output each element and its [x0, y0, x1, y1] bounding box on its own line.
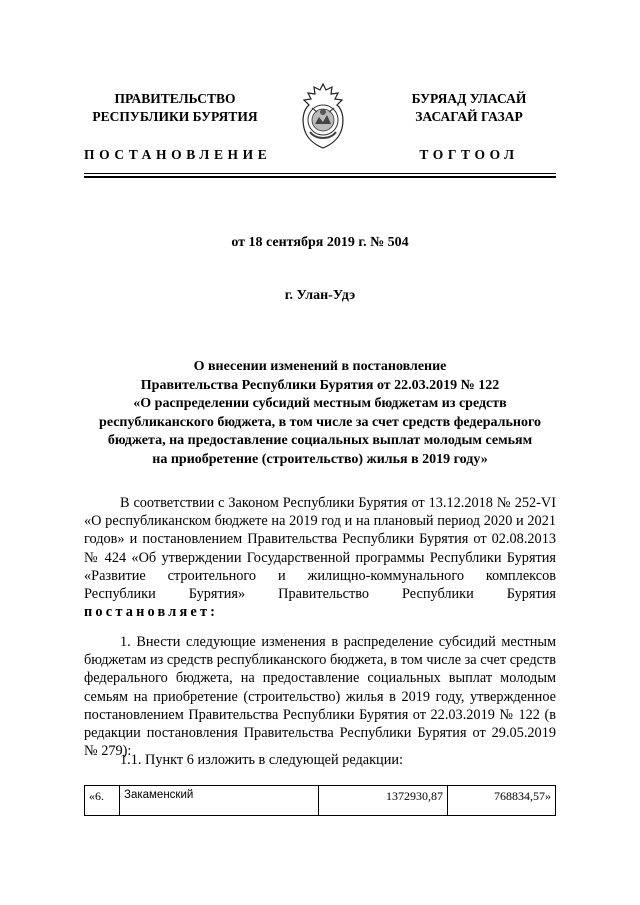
document-date-number: от 18 сентября 2019 г. № 504: [231, 235, 409, 250]
document-type-title: ПОСТАНОВЛЕНИЕ: [84, 147, 272, 162]
subject-line: О внесении изменений в постановление: [193, 359, 447, 374]
clause-1-1-paragraph: 1.1. Пункт 6 изложить в следующей редакции:: [120, 752, 403, 768]
preamble-text: В соответствии с Законом Республики Бурятия от 13.12.2018 № 252-VI «О республиканском бюджете на 2019 год и на плановый период 2020 и 2021 годов» и постановлением Правительства Республики Бурятия от 02.08.2013 № 424 «Об утверждении Государственной программы Республики Бурятия «Развитие строительного и жилищно-коммунального комплексов Республики Бурятия» Правительство Республики Бурятия: [84, 495, 556, 603]
clause-1-paragraph: 1. Внести следующие изменения в распределение субсидий местным бюджетам из средств республиканского бюджета, в том числе за счет средств федерального бюджета, на предоставление социальных выплат молодым семьям на приобретение (строительство) жилья в 2019 году, утвержденное постановлением Правительства Республики Бурятия от 22.03.2019 № 122 (в редакции постановления Правительства Республики Бурятия от 29.05.2019 № 279):: [84, 634, 556, 760]
subsidy-table: [84, 785, 556, 816]
document-type-title-buryat: ТОГТООЛ: [419, 147, 519, 162]
subject-line: бюджета, на предоставление социальных выплат молодым семьям: [107, 433, 533, 448]
header-right-block: [384, 90, 554, 164]
government-name-line1: ПРАВИТЕЛЬСТВО: [114, 91, 236, 106]
document-city: г. Улан-Удэ: [284, 288, 356, 303]
government-name-buryat-line2: ЗАСАГАЙ ГАЗАР: [415, 109, 523, 124]
republic-emblem-icon: [298, 82, 348, 152]
subject-line: республиканского бюджета, в том числе за счет средств федерального: [99, 414, 541, 430]
document-subject: [84, 358, 556, 469]
government-name-buryat-line1: БУРЯАД УЛАСАЙ: [411, 91, 527, 106]
subject-line: на приобретение (строительство) жилья в 2019 году»: [152, 451, 488, 467]
government-name-line2: РЕСПУБЛИКИ БУРЯТИЯ: [92, 109, 258, 124]
table-cell-value2: 768834,57»: [448, 786, 556, 816]
preamble-paragraph: [84, 494, 556, 621]
resolution-keyword: постановляет:: [84, 604, 219, 621]
subject-line: Правительства Республики Бурятия от 22.03.2019 № 122: [140, 377, 500, 393]
table-cell-number: «6.: [85, 786, 120, 816]
table-cell-municipality: Закаменский: [120, 786, 319, 816]
header-divider-thick: [84, 176, 556, 178]
table-row: [85, 786, 556, 816]
subject-line: «О распределении субсидий местным бюджетам из средств: [133, 396, 507, 411]
header-divider-thin: [84, 173, 556, 174]
header-left-block: [84, 90, 272, 164]
table-cell-value1: 1372930,87: [319, 786, 448, 816]
